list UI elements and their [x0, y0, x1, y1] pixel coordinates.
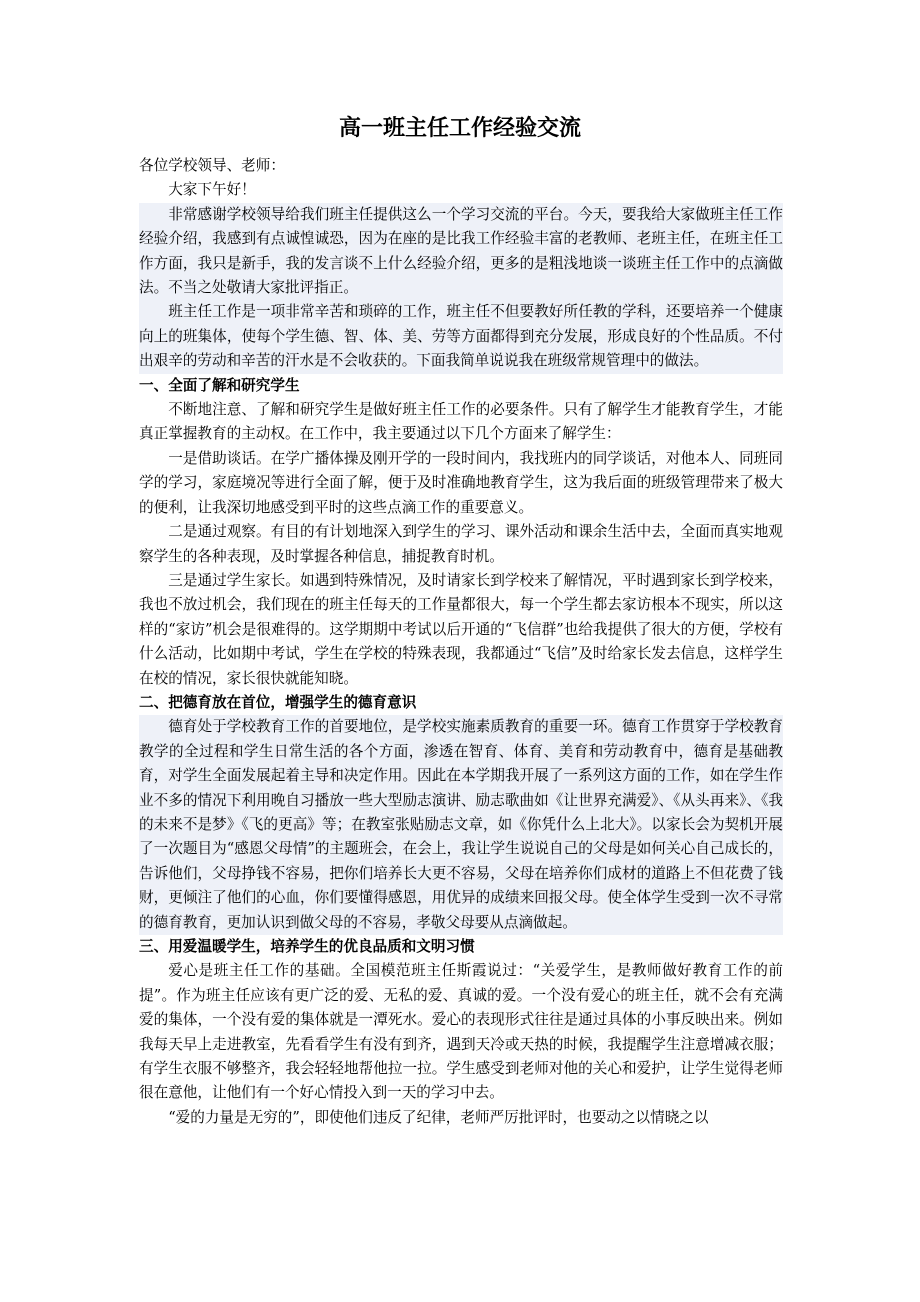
paragraph: 德育处于学校教育工作的首要地位，是学校实施素质教育的重要一环。德育工作贯穿于学校教育教学的全过程和学生日常生活的各个方面，渗透在智育、体育、美育和劳动教育中，德育是基础教育，对学生全面发展起着主导和决定作用。因此在本学期我开展了一系列这方面的工作，如在学生作业不多的情况下利用晚自习播放一些大型励志演讲、励志歌曲如《让世界充满爱》、《从头再来》、《我的未来不是梦》《飞的更高》等；在教室张贴励志文章，如《你凭什么上北大》。以家长会为契机开展了一次题目为“感恩父母情”的主题班会，在会上，我让学生说说自己的父母是如何关心自己成长的，告诉他们，父母挣钱不容易，把你们培养长大更不容易，父母在培养你们成材的道路上不但花费了钱财，更倾注了他们的心血，你们要懂得感恩，用优异的成绩来回报父母。使全体学生受到一次不寻常的德育教育，更加认识到做父母的不容易，孝敬父母要从点滴做起。	[139, 718, 783, 931]
intro-block	[139, 203, 783, 374]
moral-education-block	[139, 715, 783, 935]
section-heading: 二、把德育放在首位，增强学生的德育意识	[139, 693, 417, 711]
greeting: 大家下午好！	[168, 181, 256, 199]
paragraph: 爱心是班主任工作的基础。全国模范班主任斯霞说过：“关爱学生，是教师做好教育工作的前提”。作为班主任应该有更广泛的爱、无私的爱、真诚的爱。一个没有爱心的班主任，就不会有充满爱的集体，一个没有爱的集体就是一潭死水。爱心的表现形式往往是通过具体的小事反映出来。例如我每天早上走进教室，先看看学生有没有到齐，遇到天冷或天热的时候，我提醒学生注意增减衣服；有学生衣服不够整齐，我会轻轻地帮他拉一拉。学生感受到老师对他的关心和爱护，让学生觉得老师很在意他，让他们有一个好心情投入到一天的学习中去。	[139, 962, 783, 1102]
paragraph: 二是通过观察。有目的有计划地深入到学生的学习、课外活动和课余生活中去，全面而真实地观察学生的各种表现，及时掌握各种信息，捕捉教育时机。	[139, 523, 783, 565]
paragraph: 班主任工作是一项非常辛苦和琐碎的工作，班主任不但要教好所任教的学科，还要培养一个健康向上的班集体，使每个学生德、智、体、美、劳等方面都得到充分发展，形成良好的个性品质。不付出艰辛的劳动和辛苦的汗水是不会收获的。下面我简单说说我在班级常规管理中的做法。	[139, 303, 783, 370]
paragraph: “爱的力量是无穷的”，即使他们违反了纪律，老师严厉批评时，也要动之以情晓之以	[168, 1108, 709, 1126]
document-body	[139, 154, 783, 1130]
paragraph: 三是通过学生家长。如遇到特殊情况，及时请家长到学校来了解情况，平时遇到家长到学校来，我也不放过机会，我们现在的班主任每天的工作量都很大，每一个学生都去家访根本不现实，所以这样的“家访”机会是很难得的。这学期期中考试以后开通的“飞信群”也给我提供了很大的方便，学校有什么活动，比如期中考试，学生在学校的特殊表现，我都通过“飞信”及时给家长发去信息，这样学生在校的情况，家长很快就能知晓。	[139, 571, 783, 687]
paragraph: 不断地注意、了解和研究学生是做好班主任工作的必要条件。只有了解学生才能教育学生，才能真正掌握教育的主动权。在工作中，我主要通过以下几个方面来了解学生：	[139, 401, 783, 443]
section-heading: 三、用爱温暖学生，培养学生的优良品质和文明习惯	[139, 938, 475, 955]
section-heading: 一、全面了解和研究学生	[139, 376, 300, 394]
document-title: 高一班主任工作经验交流	[338, 115, 581, 141]
salutation: 各位学校领导、老师：	[139, 157, 285, 174]
paragraph: 一是借助谈话。在学广播体操及刚开学的一段时间内，我找班内的同学谈话，对他本人、同班同学的学习，家庭境况等进行全面了解，便于及时准确地教育学生，这为我后面的班级管理带来了极大的便利，让我深切地感受到平时的这些点滴工作的重要意义。	[139, 449, 783, 516]
paragraph: 非常感谢学校领导给我们班主任提供这么一个学习交流的平台。今天，要我给大家做班主任工作经验介绍，我感到有点诚惶诚恐，因为在座的是比我工作经验丰富的老教师、老班主任，在班主任工作方面，我只是新手，我的发言谈不上什么经验介绍，更多的是粗浅地谈一谈班主任工作中的点滴做法。不当之处敬请大家批评指正。	[139, 205, 783, 297]
